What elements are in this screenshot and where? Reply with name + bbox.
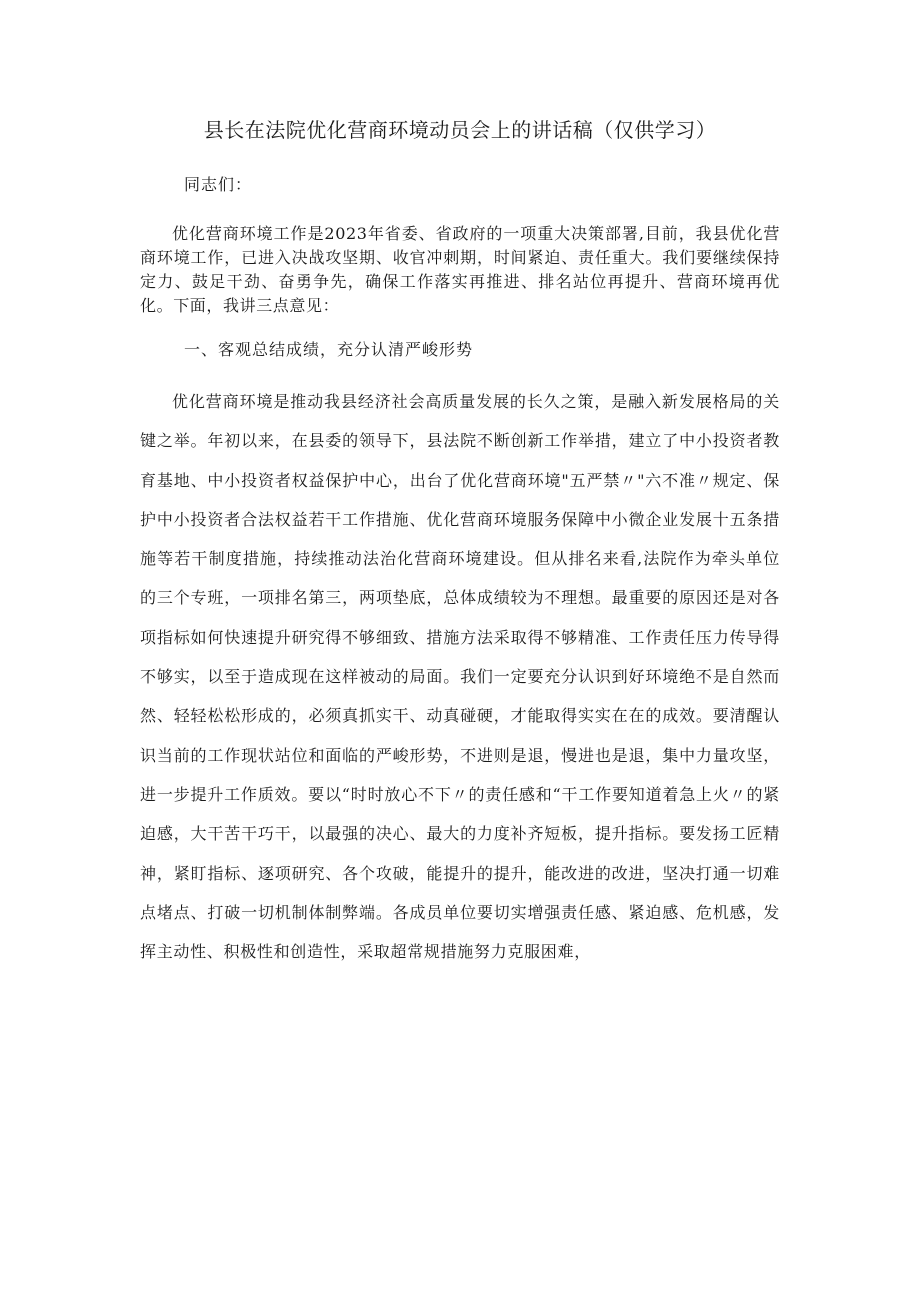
salutation: 同志们： (184, 175, 253, 194)
intro-paragraph: 优化营商环境工作是2023年省委、省政府的一项重大决策部署,目前，我县优化营商环境工作，已进入决战攻坚期、收官冲刺期，时间紧迫、责任重大。我们要继续保持定力、鼓足干劲、奋勇争先，确保工作落实再推进、排名站位再提升、营商环境再优化。下面，我讲三点意见： (140, 224, 780, 315)
document-title: 县长在法院优化营商环境动员会上的讲话稿（仅供学习） (203, 118, 717, 142)
section-body-1: 优化营商环境是推动我县经济社会高质量发展的长久之策，是融入新发展格局的关键之举。年初以来，在县委的领导下，县法院不断创新工作举措，建立了中小投资者教育基地、中小投资者权益保护中心，出台了优化营商环境"五严禁〃"六不准〃规定、保护中小投资者合法权益若干工作措施、优化营商环境服务保障中小微企业发展十五条措施等若干制度措施，持续推动法治化营商环境建设。但从排名来看,法院作为牵头单位的三个专班，一项排名第三，两项垫底，总体成绩较为不理想。最重要的原因还是对各项指标如何快速提升研究得不够细致、措施方法采取得不够精准、工作责任压力传导得不够实，以至于造成现在这样被动的局面。我们一定要充分认识到好环境绝不是自然而然、轻轻松松形成的，必须真抓实干、动真碰硬，才能取得实实在在的成效。要清醒认识当前的工作现状站位和面临的严峻形势，不进则是退，慢进也是退，集中力量攻坚，进一步提升工作质效。要以“时时放心不下〃的责任感和“干工作要知道着急上火〃的紧迫感，大干苦干巧干，以最强的决心、最大的力度补齐短板，提升指标。要发扬工匠精神，紧盯指标、逐项研究、各个攻破，能提升的提升，能改进的改进，坚决打通一切难点堵点、打破一切机制体制弊端。各成员单位要切实增强责任感、紧迫感、危机感，发挥主动性、积极性和创造性，采取超常规措施努力克服困难， (140, 392, 780, 962)
section-heading-1: 一、客观总结成绩，充分认清严峻形势 (184, 340, 474, 359)
